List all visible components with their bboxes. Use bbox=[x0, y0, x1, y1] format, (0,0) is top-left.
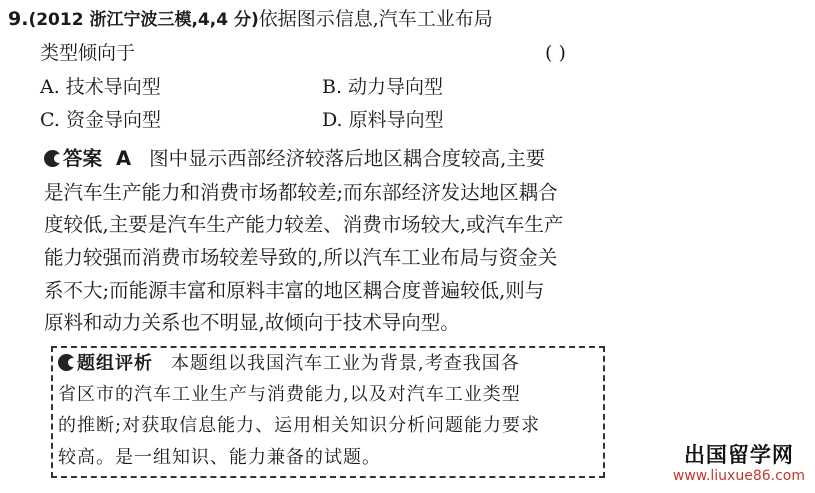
question-number: 9. bbox=[8, 8, 29, 30]
analysis-text-2: 省区市的汽车工业生产与消费能力,以及对汽车工业类型 bbox=[58, 384, 521, 405]
watermark bbox=[673, 443, 805, 485]
answer-line-1 bbox=[44, 146, 545, 172]
question-stem-2: 类型倾向于 bbox=[40, 42, 136, 64]
option-c: C. 资金导向型 bbox=[40, 109, 161, 131]
watermark-url: www.liuxue86.com bbox=[672, 468, 805, 484]
answer-text-3: 度较低,主要是汽车生产能力较差、消费市场较大,或汽车生产 bbox=[44, 213, 564, 236]
analysis-line-1 bbox=[58, 351, 520, 377]
option-a: A. 技术导向型 bbox=[40, 76, 161, 98]
answer-text-4: 能力较强而消费市场较差导致的,所以汽车工业布局与资金关 bbox=[44, 246, 558, 269]
answer-label: 答案 bbox=[63, 147, 103, 170]
analysis-text-3: 的推断;对获取信息能力、运用相关知识分析问题能力要求 bbox=[58, 415, 541, 436]
analysis-badge-icon bbox=[58, 354, 75, 371]
answer-badge-icon bbox=[44, 150, 61, 167]
watermark-title: 出国留学网 bbox=[683, 443, 794, 467]
answer-text-2: 是汽车生产能力和消费市场都较差;而东部经济发达地区耦合 bbox=[44, 181, 558, 204]
option-d: D. 原料导向型 bbox=[322, 109, 444, 131]
answer-blank: ( ) bbox=[545, 42, 566, 64]
option-b: B. 动力导向型 bbox=[322, 76, 444, 98]
question-stem-1: 依据图示信息,汽车工业布局 bbox=[258, 8, 493, 30]
analysis-text-1: 本题组以我国汽车工业为背景,考查我国各 bbox=[171, 353, 520, 374]
answer-text-6: 原料和动力关系也不明显,故倾向于技术导向型。 bbox=[44, 311, 460, 334]
answer-text-1: 图中显示西部经济较落后地区耦合度较高,主要 bbox=[149, 147, 546, 170]
question-line-1 bbox=[8, 6, 493, 33]
analysis-text-4: 较高。是一组知识、能力兼备的试题。 bbox=[58, 447, 381, 468]
question-source: (2012 浙江宁波三模,4,4 分) bbox=[28, 10, 259, 30]
analysis-label: 题组评析 bbox=[77, 353, 153, 374]
answer-text-5: 系不大;而能源丰富和原料丰富的地区耦合度普遍较低,则与 bbox=[44, 279, 545, 302]
answer-choice: A bbox=[116, 147, 132, 170]
